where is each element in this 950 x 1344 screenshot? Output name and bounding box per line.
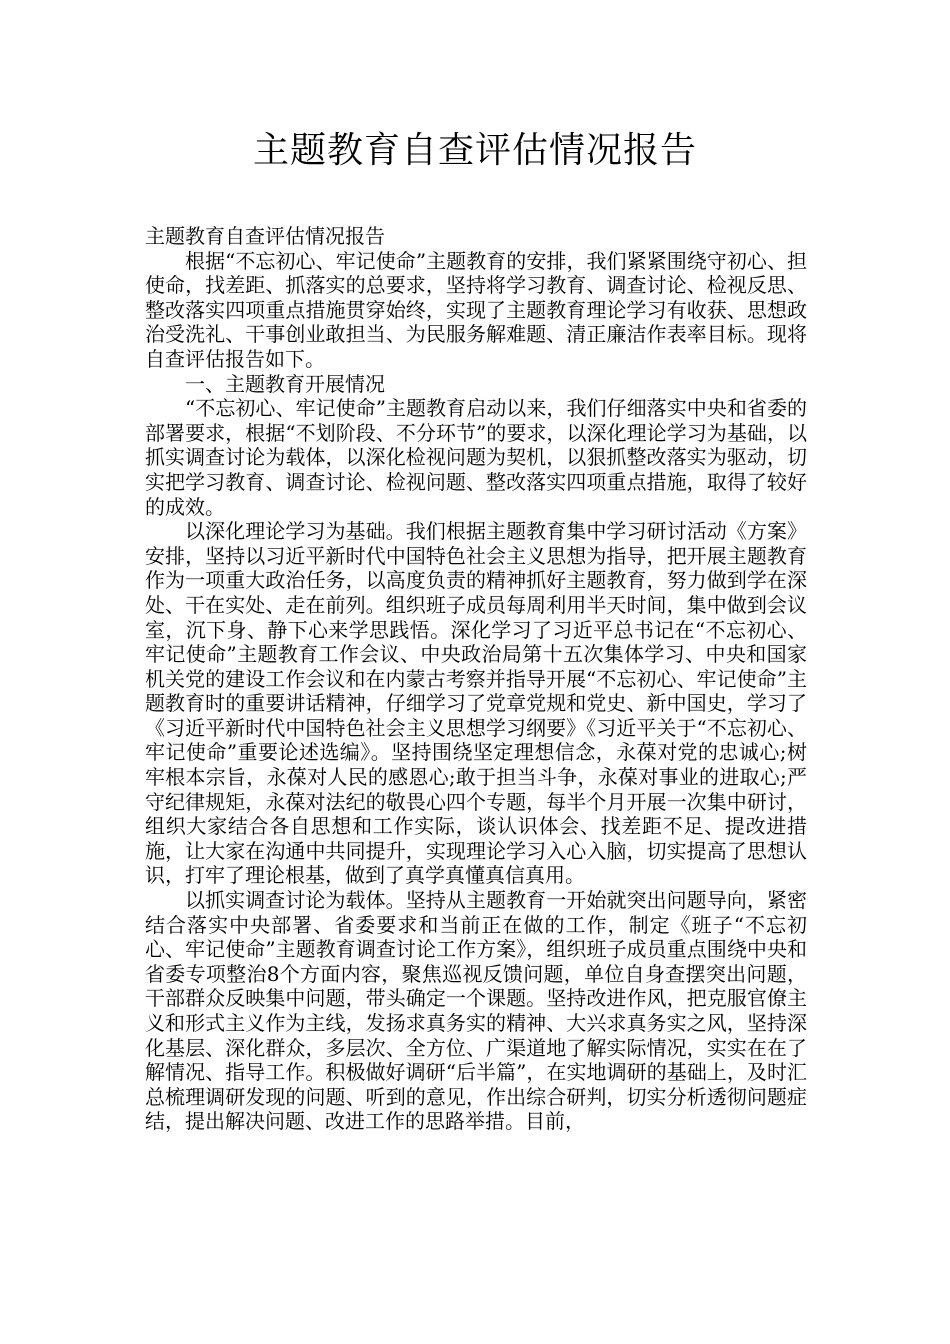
section-heading-1: 一、主题教育开展情况 — [185, 371, 385, 396]
paragraph-overview: “不忘初心、牢记使命”主题教育启动以来，我们仔细落实中央和省委的部署要求，根据“不划阶段、不分环节”的要求，以深化理论学习为基础，以抓实调查讨论为载体，以深化检视问题为契机，以狠抓整改落实为驱动，切实把学习教育、调查讨论、检视问题、整改落实四项重点措施，取得了较好的成效。 — [145, 396, 807, 519]
paragraph-theory-study: 以深化理论学习为基础。我们根据主题教育集中学习研讨活动《方案》安排，坚持以习近平新时代中国特色社会主义思想为指导，把开展主题教育作为一项重大政治任务，以高度负责的精神抓好主题教育，努力做到学在深处、干在实处、走在前列。组织班子成员每周利用半天时间，集中做到会议室，沉下身、静下心来学思践悟。深化学习了习近平总书记在“不忘初心、牢记使命”主题教育工作会议、中央政治局第十五次集体学习、中央和国家机关党的建设工作会议和在内蒙古考察并指导开展“不忘初心、牢记使命”主题教育时的重要讲话精神，仔细学习了党章党规和党史、新中国史，学习了《习近平新时代中国特色社会主义思想学习纲要》《习近平关于“不忘初心、牢记使命”重要论述选编》。坚持围绕坚定理想信念，永葆对党的忠诚心;树牢根本宗旨，永葆对人民的感恩心;敢于担当斗争，永葆对事业的进取心;严守纪律规矩，永葆对法纪的敬畏心四个专题，每半个月开展一次集中研讨，组织大家结合各自思想和工作实际，谈认识体会、找差距不足、提改进措施，让大家在沟通中共同提升，实现理论学习入心入脑，切实提高了思想认识，打牢了理论根基，做到了真学真懂真信真用。 — [145, 519, 807, 888]
document-body — [145, 224, 807, 1134]
subtitle-line: 主题教育自查评估情况报告 — [145, 224, 385, 248]
paragraph-investigation: 以抓实调查讨论为载体。坚持从主题教育一开始就突出问题导向，紧密结合落实中央部署、省委要求和当前正在做的工作，制定《班子“不忘初心、牢记使命”主题教育调查讨论工作方案》，组织班子成员重点围绕中央和省委专项整治8个方面内容，聚焦巡视反馈问题，单位自身查摆突出问题，干部群众反映集中问题，带头确定一个课题。坚持改进作风，把克服官僚主义和形式主义作为主线，发扬求真务实的精神、大兴求真务实之风，坚持深化基层、深化群众，多层次、全方位、广渠道地了解实际情况，实实在在了解情况、指导工作。积极做好调研“后半篇”，在实地调研的基础上，及时汇总梳理调研发现的问题、听到的意见，作出综合研判，切实分析透彻问题症结，提出解决问题、改进工作的思路举措。目前， — [145, 888, 807, 1134]
paragraph-intro: 根据“不忘初心、牢记使命”主题教育的安排，我们紧紧围绕守初心、担使命，找差距、抓落实的总要求，坚持将学习教育、调查讨论、检视反思、整改落实四项重点措施贯穿始终，实现了主题教育理论学习有收获、思想政治受洗礼、干事创业敢担当、为民服务解难题、清正廉洁作表率目标。现将自查评估报告如下。 — [145, 248, 807, 371]
document-title: 主题教育自查评估情况报告 — [252, 130, 697, 171]
